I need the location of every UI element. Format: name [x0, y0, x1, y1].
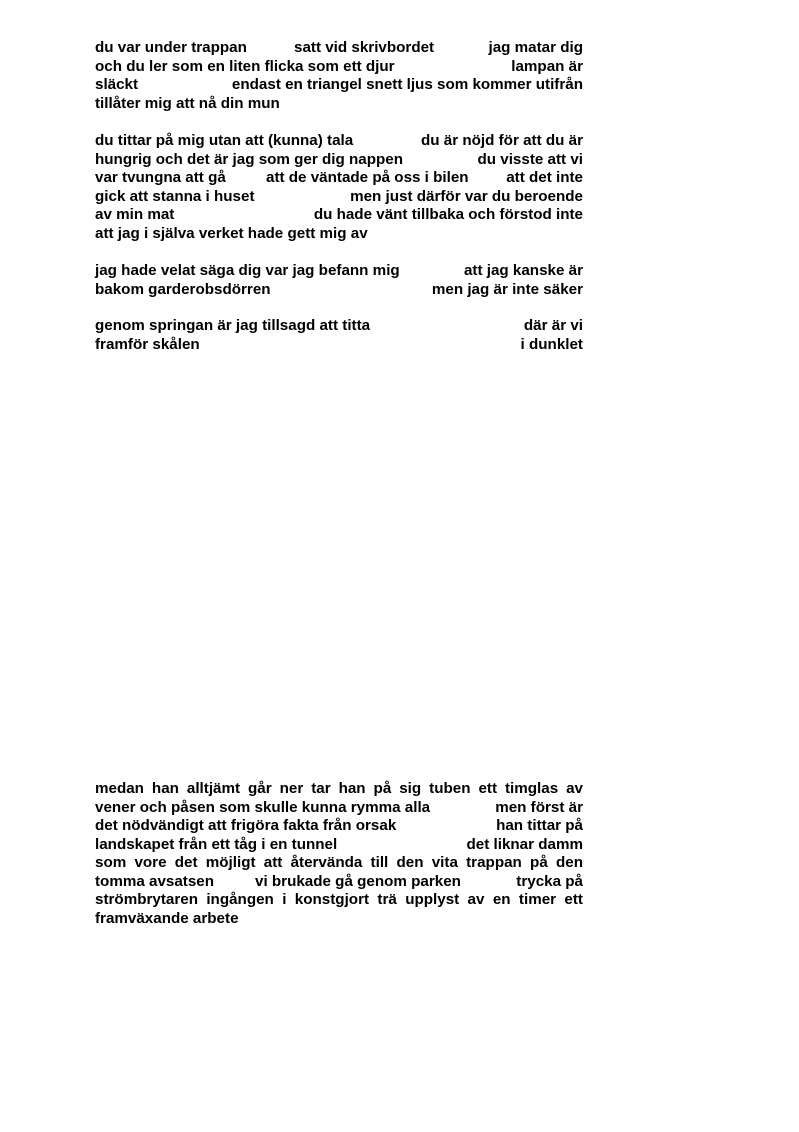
- line-segment: bakom garderobsdörren: [95, 280, 271, 298]
- poem-line: [95, 95, 583, 114]
- line-segment: du är nöjd för att du är: [421, 132, 583, 149]
- line-segment: var tvungna att gå: [95, 169, 226, 186]
- stanza-3: [95, 262, 583, 299]
- line-segment: men just därför var du beroende: [350, 187, 583, 205]
- line-segment: vener och påsen som skulle kunna rymma alla: [95, 798, 431, 816]
- line-segment: medan han alltjämt går ner tar han på sig tuben ett timglas av: [95, 780, 583, 797]
- stanza-5: [95, 780, 583, 928]
- poem-line: [95, 281, 583, 300]
- poem-line: [95, 188, 583, 207]
- line-segment: att jag kanske är: [463, 262, 583, 279]
- poem-line: [95, 817, 583, 836]
- line-segment: endast en triangel snett ljus som kommer utifrån: [231, 76, 583, 93]
- line-segment: att det inte: [506, 169, 583, 186]
- line-segment: lampan är: [511, 57, 583, 75]
- line-segment: hungrig och det är jag som ger dig nappen: [95, 150, 403, 168]
- line-segment: du var under trappan: [95, 39, 247, 56]
- poem-line: [95, 151, 583, 170]
- line-segment: att de väntade på oss i bilen: [266, 169, 469, 186]
- poem-line: [95, 891, 583, 910]
- poem-line: [95, 169, 583, 188]
- poem-line: [95, 854, 583, 873]
- stanza-4: [95, 317, 583, 354]
- poem-line: [95, 76, 583, 95]
- poem-line: [95, 873, 583, 892]
- poem-line: [95, 132, 583, 151]
- line-segment: men först är: [495, 798, 583, 816]
- line-segment: jag hade velat säga dig var jag befann mig: [95, 262, 400, 279]
- poem-line: [95, 317, 583, 336]
- line-segment: framväxande arbete: [95, 909, 239, 927]
- line-segment: vi brukade gå genom parken: [255, 872, 461, 890]
- line-segment: att jag i själva verket hade gett mig av: [95, 224, 368, 242]
- poem-line: [95, 910, 583, 929]
- line-segment: genom springan är jag tillsagd att titta: [95, 317, 371, 334]
- line-segment: tomma avsatsen: [95, 872, 215, 890]
- poem-line: [95, 39, 583, 58]
- line-segment: tillåter mig att nå din mun: [95, 94, 280, 112]
- poem-line: [95, 225, 583, 244]
- line-segment: där är vi: [523, 317, 583, 334]
- poem-line: [95, 836, 583, 855]
- stanza-2: [95, 132, 583, 243]
- poem-line: [95, 262, 583, 281]
- line-segment: det liknar damm: [466, 835, 583, 853]
- poem-line: [95, 58, 583, 77]
- line-segment: han tittar på: [496, 817, 583, 834]
- line-segment: det nödvändigt att frigöra fakta från orsak: [95, 817, 397, 834]
- line-segment: framför skålen: [95, 335, 200, 353]
- line-segment: satt vid skrivbordet: [294, 39, 435, 56]
- line-segment: i dunklet: [520, 335, 583, 353]
- line-segment: som vore det möjligt att återvända till den vita trappan på den: [95, 854, 583, 871]
- line-segment: strömbrytaren ingången i konstgjort trä upplyst av en timer ett: [95, 891, 583, 908]
- poem-line: [95, 206, 583, 225]
- poem-line: [95, 799, 583, 818]
- line-segment: du hade vänt tillbaka och förstod inte: [313, 206, 583, 223]
- line-segment: släckt: [95, 76, 139, 93]
- line-segment: landskapet från ett tåg i en tunnel: [95, 835, 338, 853]
- line-segment: trycka på: [516, 872, 583, 890]
- line-segment: du visste att vi: [477, 150, 583, 168]
- line-segment: du tittar på mig utan att (kunna) tala: [95, 132, 354, 149]
- line-segment: av min mat: [95, 206, 175, 223]
- line-segment: men jag är inte säker: [431, 280, 583, 298]
- line-segment: jag matar dig: [488, 39, 583, 56]
- line-segment: gick att stanna i huset: [95, 187, 255, 205]
- poem-line: [95, 780, 583, 799]
- stanza-1: [95, 39, 583, 113]
- line-segment: och du ler som en liten flicka som ett djur: [95, 57, 395, 75]
- poem-line: [95, 336, 583, 355]
